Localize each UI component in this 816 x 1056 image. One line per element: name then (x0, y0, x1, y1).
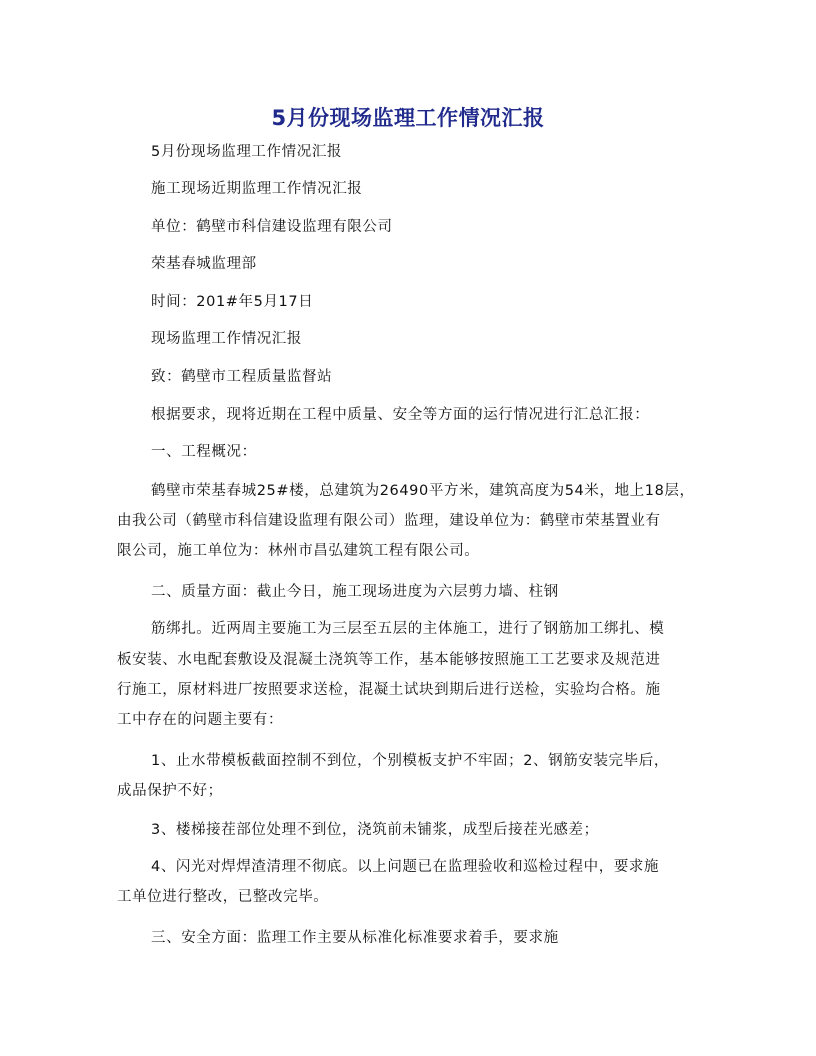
issue-item-line: 4、闪光对焊焊渣清理不彻底。以上问题已在监理验收和巡检过程中，要求施 (151, 859, 660, 875)
department-line: 荣基春城监理部 (151, 256, 257, 272)
issue-item-line: 工单位进行整改，已整改完毕。 (117, 889, 329, 905)
quality-paragraph-line: 工中存在的问题主要有： (117, 712, 284, 728)
section-heading: 现场监理工作情况汇报 (151, 331, 302, 347)
intro-paragraph: 根据要求，现将近期在工程中质量、安全等方面的运行情况进行汇总汇报： (151, 407, 650, 423)
recipient-line: 致：鹤壁市工程质量监督站 (151, 369, 333, 385)
overview-paragraph-line: 限公司，施工单位为：林州市昌弘建筑工程有限公司。 (117, 543, 480, 559)
issue-item-line: 1、止水带模板截面控制不到位，个别模板支护不牢固；2、钢筋安装完毕后， (151, 753, 669, 769)
report-heading: 施工现场近期监理工作情况汇报 (151, 181, 363, 197)
quality-paragraph-line: 筋绑扎。近两周主要施工为三层至五层的主体施工，进行了钢筋加工绑扎、模 (151, 621, 665, 637)
overview-paragraph-line: 鹤壁市荣基春城25#楼，总建筑为26490平方米，建筑高度为54米，地上18层， (151, 483, 695, 499)
issue-item-line: 3、楼梯接茬部位处理不到位，浇筑前未铺浆，成型后接茬光感差； (151, 822, 599, 838)
quality-heading: 二、质量方面：截止今日，施工现场进度为六层剪力墙、柱钢 (151, 584, 559, 600)
unit-line: 单位：鹤壁市科信建设监理有限公司 (151, 219, 393, 235)
quality-paragraph-line: 板安装、水电配套敷设及混凝土浇筑等工作，基本能够按照施工工艺要求及规范进 (117, 652, 661, 668)
safety-heading: 三、安全方面：监理工作主要从标准化标准要求着手，要求施 (151, 930, 559, 946)
subtitle-line: 5月份现场监理工作情况汇报 (151, 144, 343, 160)
date-line: 时间：201#年5月17日 (151, 294, 314, 310)
quality-paragraph-line: 行施工，原材料进厂按照要求送检，混凝土试块到期后进行送检，实验均合格。施 (117, 682, 661, 698)
overview-heading: 一、工程概况： (151, 444, 257, 460)
document-title: 5月份现场监理工作情况汇报 (271, 106, 545, 130)
issue-item-line: 成品保护不好； (117, 783, 223, 799)
overview-paragraph-line: 由我公司（鹤壁市科信建设监理有限公司）监理，建设单位为：鹤壁市荣基置业有 (117, 513, 661, 529)
